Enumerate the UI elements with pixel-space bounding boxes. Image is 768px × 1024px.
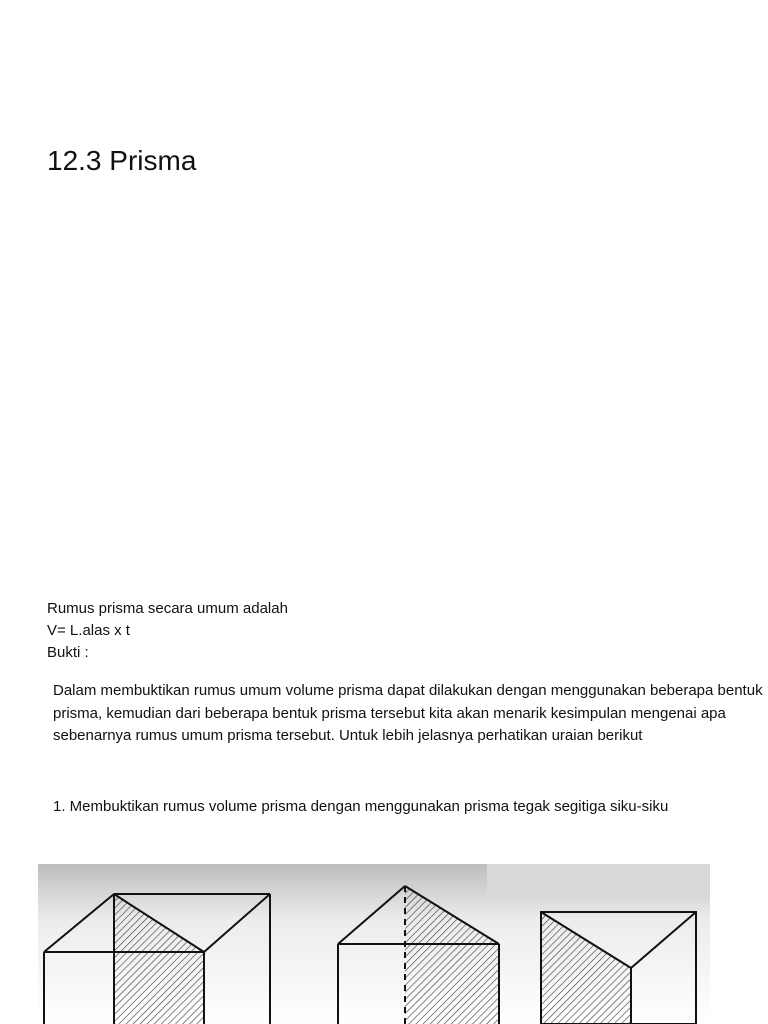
volume-formula: V= L.alas x t xyxy=(47,622,130,639)
prism-diagram-figure xyxy=(38,864,710,1024)
prism-diagram-icon xyxy=(38,864,710,1024)
step-1-text: 1. Membuktikan rumus volume prisma dengan menggunakan prisma tegak segitiga siku-siku xyxy=(53,798,669,815)
figure-grey-corner xyxy=(487,864,710,900)
formula-intro: Rumus prisma secara umum adalah xyxy=(47,600,288,617)
page-title: 12.3 Prisma xyxy=(47,145,197,176)
formula-block xyxy=(47,598,288,664)
intro-paragraph: Dalam membuktikan rumus umum volume prisma dapat dilakukan dengan menggunakan beberapa bentuk prisma, kemudian dari beberapa bentuk prisma tersebut kita akan menarik kesimpulan mengenai apa sebenarnya rumus umum prisma tersebut. Untuk lebih jelasnya perhatikan uraian berikut xyxy=(53,682,763,744)
proof-label: Bukti : xyxy=(47,644,89,661)
